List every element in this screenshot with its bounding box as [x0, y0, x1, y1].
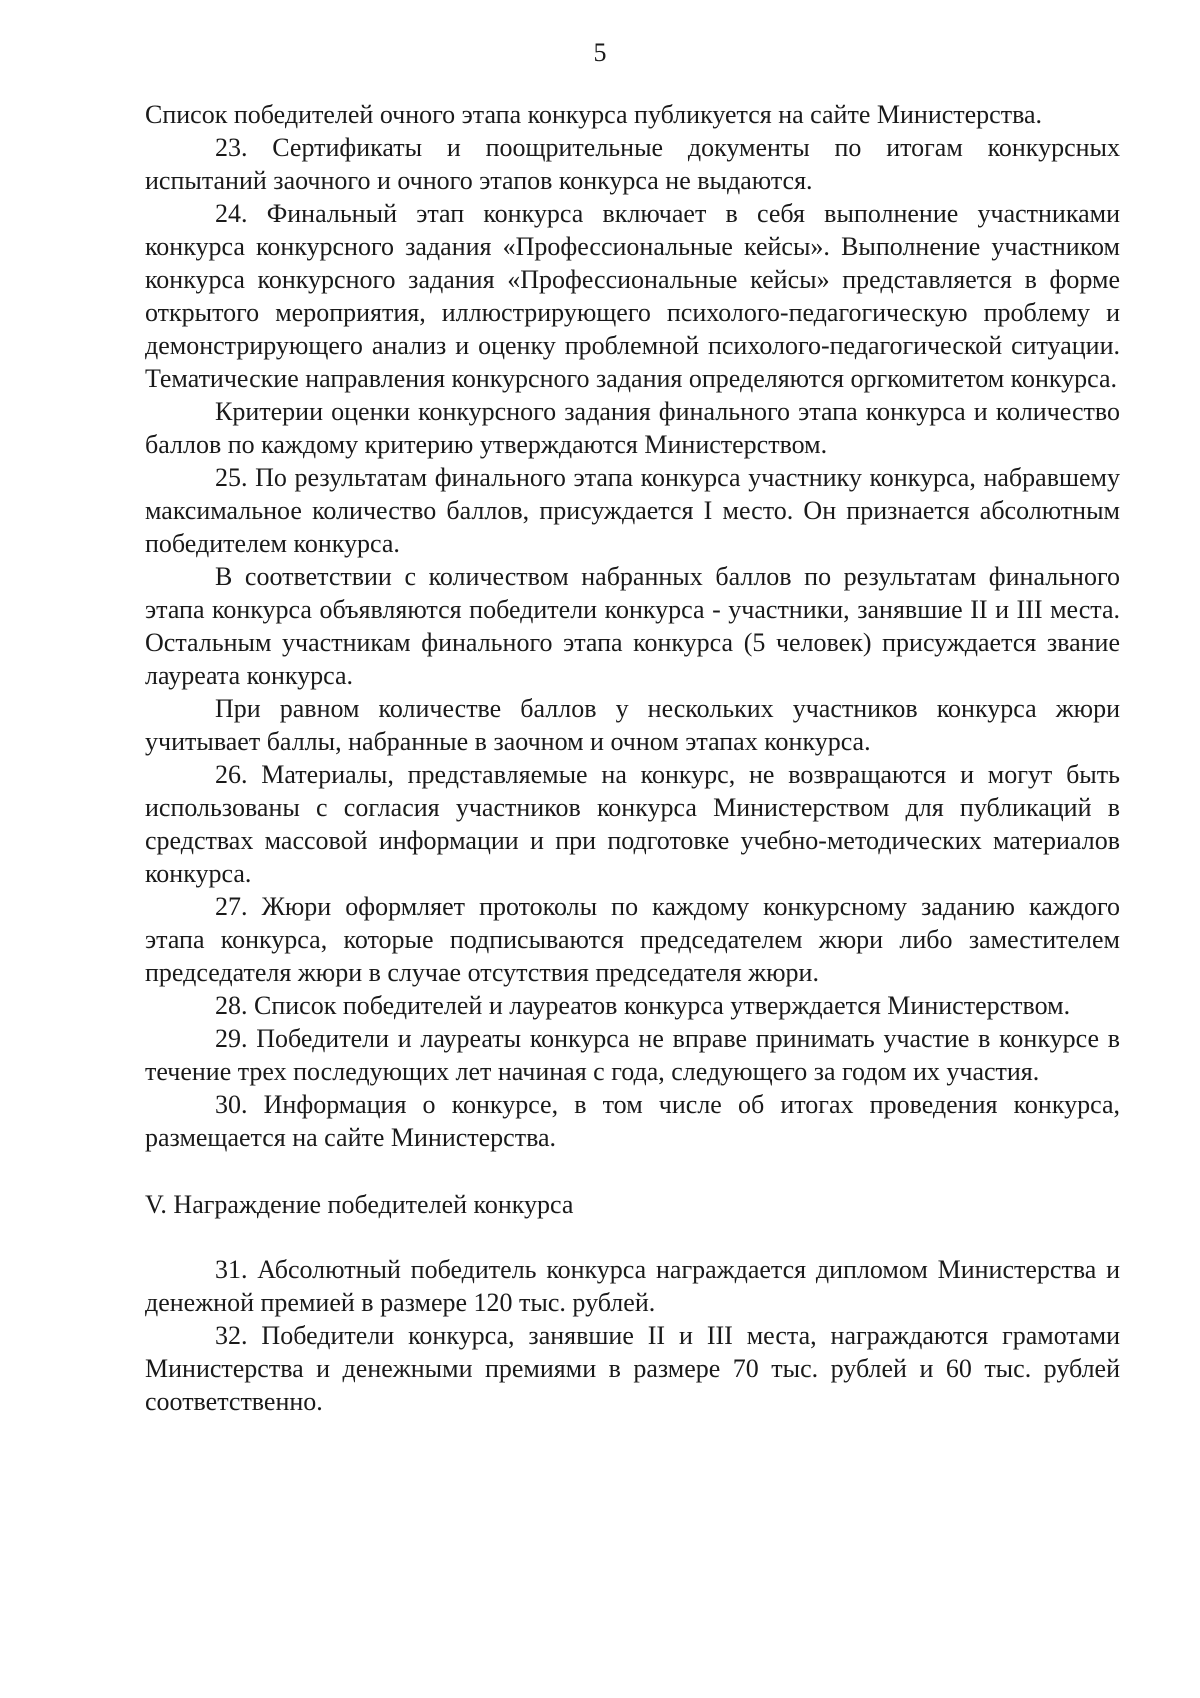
paragraph-equal-scores: При равном количестве баллов у нескольких участников конкурса жюри учитывает баллы, набранные в заочном и очном этапах конкурса. — [145, 694, 1120, 756]
paragraph-28-approval: 28. Список победителей и лауреатов конкурса утверждается Министерством. — [215, 991, 1071, 1020]
paragraph-winners-list: Список победителей очного этапа конкурса публикуется на сайте Министерства. — [145, 100, 1043, 129]
paragraph-30-information: 30. Информация о конкурсе, в том числе об итогах проведения конкурса, размещается на сайте Министерства. — [145, 1090, 1120, 1152]
paragraph-25-results: 25. По результатам финального этапа конкурса участнику конкурса, набравшему максимальное количество баллов, присуждается I место. Он признается абсолютным победителем конкурса. — [145, 463, 1120, 558]
page-number: 5 — [593, 38, 607, 67]
section-heading: V. Награждение победителей конкурса — [145, 1190, 574, 1219]
paragraph-31-absolute-winner: 31. Абсолютный победитель конкурса награждается дипломом Министерства и денежной премией в размере 120 тыс. рублей. — [145, 1255, 1120, 1317]
paragraph-23-certificates: 23. Сертификаты и поощрительные документы по итогам конкурсных испытаний заочного и очного этапов конкурса не выдаются. — [145, 133, 1120, 195]
paragraph-24-final-stage: 24. Финальный этап конкурса включает в себя выполнение участниками конкурса конкурсного задания «Профессиональные кейсы». Выполнение участником конкурса конкурсного задания «Профессиональные кейсы» представляется в форме открытого мероприятия, иллюстрирующего психолого-педагогическую проблему и демонстрирующего анализ и оценку проблемной психолого-педагогической ситуации. Тематические направления конкурсного задания определяются оргкомитетом конкурса. — [145, 199, 1120, 393]
paragraph-32-winners-awards: 32. Победители конкурса, занявшие II и III места, награждаются грамотами Министерства и денежными премиями в размере 70 тыс. рублей и 60 тыс. рублей соответственно. — [145, 1321, 1120, 1416]
document-body — [145, 98, 1120, 1418]
paragraph-evaluation-criteria: Критерии оценки конкурсного задания финального этапа конкурса и количество баллов по каждому критерию утверждаются Министерством. — [145, 397, 1120, 459]
paragraph-27-protocols: 27. Жюри оформляет протоколы по каждому конкурсному заданию каждого этапа конкурса, которые подписываются председателем жюри либо заместителем председателя жюри в случае отсутствия председателя жюри. — [145, 892, 1120, 987]
paragraph-26-materials: 26. Материалы, представляемые на конкурс, не возвращаются и могут быть использованы с согласия участников конкурса Министерством для публикаций в средствах массовой информации и при подготовке учебно-методических материалов конкурса. — [145, 760, 1120, 888]
paragraph-winners-announcement: В соответствии с количеством набранных баллов по результатам финального этапа конкурса объявляются победители конкурса - участники, занявшие II и III места. Остальным участникам финального этапа конкурса (5 человек) присуждается звание лауреата конкурса. — [145, 562, 1120, 690]
paragraph-29-restriction: 29. Победители и лауреаты конкурса не вправе принимать участие в конкурсе в течение трех последующих лет начиная с года, следующего за годом их участия. — [145, 1024, 1120, 1086]
